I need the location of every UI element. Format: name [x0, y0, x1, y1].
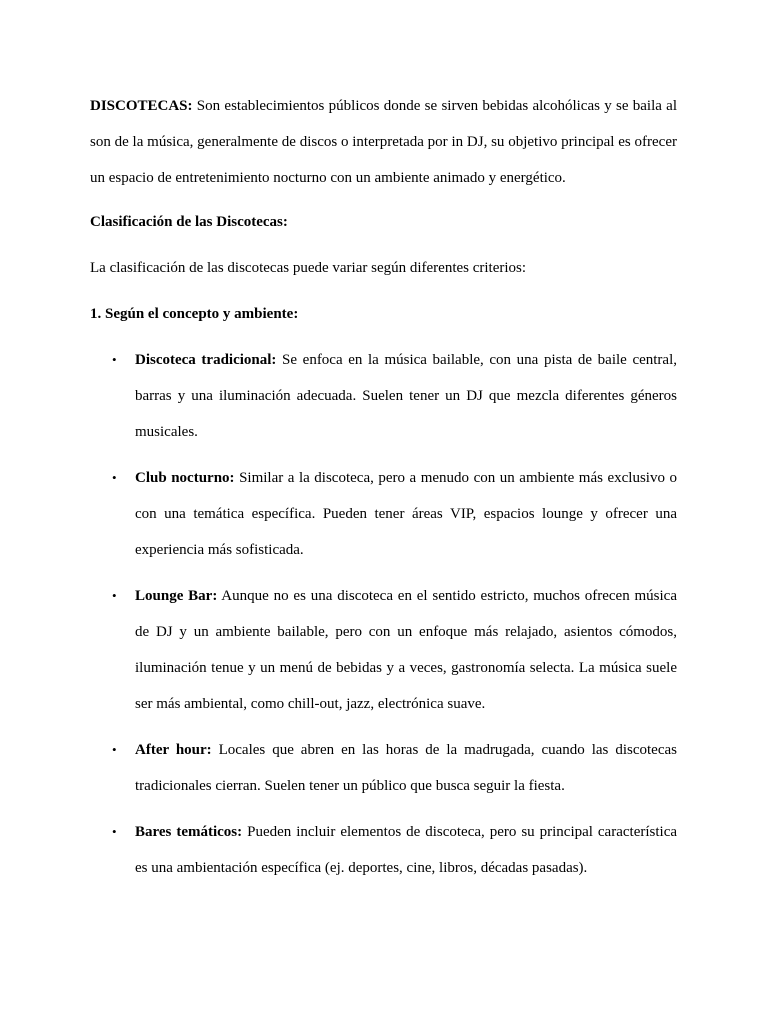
bullet-icon: • [112, 352, 117, 367]
intro-paragraph [90, 88, 677, 196]
document-page [90, 88, 677, 896]
list-item-text [135, 814, 677, 886]
list-item-description: Se enfoca en la música bailable, con una pista de baile central, barras y una iluminación adecuada. Suelen tener un DJ que mezcla diferentes géneros musicales. [135, 352, 677, 440]
list-item-description: Pueden incluir elementos de discoteca, pero su principal característica es una ambientación específica (ej. deportes, cine, libros, décadas pasadas). [135, 824, 678, 876]
list-item [90, 732, 677, 804]
list-item [90, 578, 677, 722]
list-item-description: Aunque no es una discoteca en el sentido estricto, muchos ofrecen música de DJ y un ambiente bailable, pero con un enfoque más relajado, asientos cómodos, iluminación tenue y un menú de bebidas y a veces, gastronomía selecta. La música suele ser más ambiental, como chill-out, jazz, electrónica suave. [135, 588, 677, 712]
list-item-text [135, 732, 677, 804]
list-item-term: Bares temáticos: [135, 824, 243, 840]
classification-list [90, 342, 677, 886]
list-item-term: After hour: [135, 742, 212, 758]
bullet-icon: • [112, 470, 117, 485]
list-item-text [135, 342, 677, 450]
bullet-icon: • [112, 588, 117, 603]
bullet-icon: • [112, 742, 117, 757]
list-item-text [135, 578, 677, 722]
bullet-icon: • [112, 824, 117, 839]
list-item [90, 342, 677, 450]
classification-heading: Clasificación de las Discotecas: [90, 214, 288, 230]
list-item-term: Club nocturno: [135, 470, 235, 486]
list-item-description: Locales que abren en las horas de la madrugada, cuando las discotecas tradicionales cierran. Suelen tener un público que busca seguir la fiesta. [135, 742, 677, 794]
list-item-term: Discoteca tradicional: [135, 352, 277, 368]
intro-text: Son establecimientos públicos donde se sirven bebidas alcohólicas y se baila al son de la música, generalmente de discos o interpretada por in DJ, su objetivo principal es ofrecer un espacio de entretenimiento nocturno con un ambiente animado y energético. [90, 98, 677, 186]
list-item [90, 814, 677, 886]
list-item [90, 460, 677, 568]
list-item-text [135, 460, 677, 568]
list-item-term: Lounge Bar: [135, 588, 218, 604]
classification-lead: La clasificación de las discotecas puede variar según diferentes criterios: [90, 260, 527, 276]
intro-term: DISCOTECAS: [90, 98, 193, 114]
section-1-heading: 1. Según el concepto y ambiente: [90, 306, 299, 322]
list-item-description: Similar a la discoteca, pero a menudo con un ambiente más exclusivo o con una temática específica. Pueden tener áreas VIP, espacios lounge y ofrecer una experiencia más sofisticada. [135, 470, 677, 558]
